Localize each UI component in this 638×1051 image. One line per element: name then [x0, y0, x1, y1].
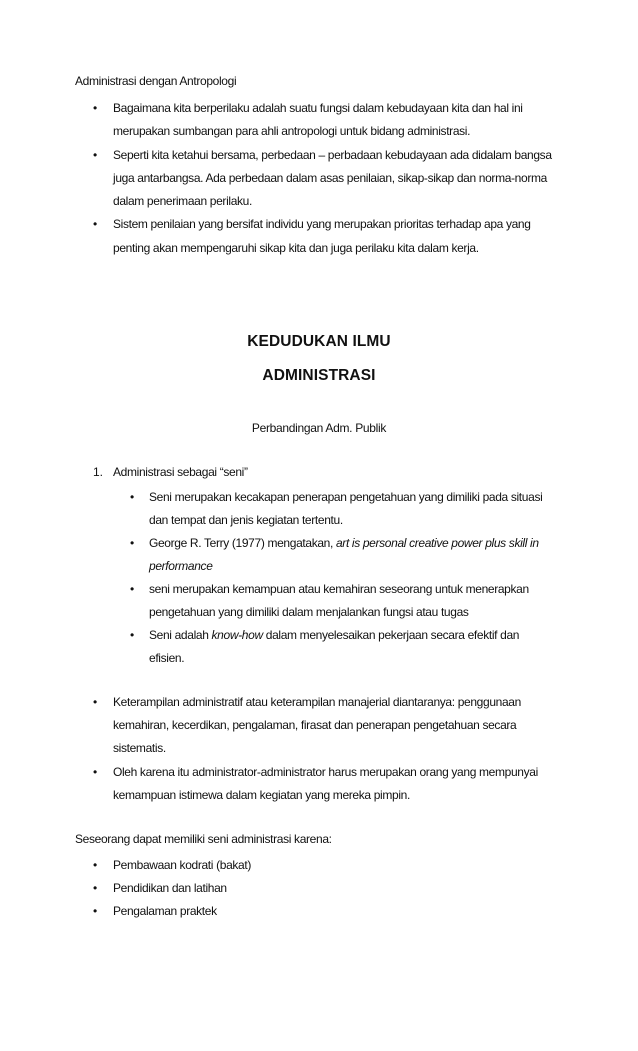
list-item-line: Sistem penilaian yang bersifat individu yang merupakan prioritas terhadap apa yang	[113, 217, 531, 231]
bullet-marker: •	[93, 148, 98, 162]
page-title-line2: ADMINISTRASI	[262, 367, 376, 384]
sub-item-quote: performance	[149, 559, 213, 573]
list-item-line: Seperti kita ketahui bersama, perbedaan – perbadaan kebudayaan ada didalam bangsa	[113, 148, 552, 162]
section-heading-antropologi: Administrasi dengan Antropologi	[75, 74, 237, 88]
list-item-line: kemahiran, kecerdikan, pengalaman, firasat dan penerapan pengetahuan secara	[113, 718, 517, 732]
sub-item-term: know-how	[211, 628, 263, 642]
bullet-marker: •	[130, 490, 135, 504]
list-item-line: Oleh karena itu administrator-administrator harus merupakan orang yang mempunyai	[113, 765, 538, 779]
bullet-marker: •	[130, 536, 135, 550]
list-item: Pendidikan dan latihan	[113, 881, 227, 895]
page-subtitle: Perbandingan Adm. Publik	[251, 421, 387, 435]
sub-item-quote: art is personal creative power plus skill in	[335, 536, 539, 550]
list-item: Pengalaman praktek	[113, 904, 217, 918]
list-item-line: dalam penerimaan perilaku.	[113, 194, 252, 208]
sub-item-line: Seni merupakan kecakapan penerapan pengetahuan yang dimiliki pada situasi	[149, 490, 543, 504]
sub-item-line	[149, 535, 539, 551]
bullet-marker: •	[93, 765, 98, 779]
page-title-line1: KEDUDUKAN ILMU	[247, 333, 391, 350]
sub-item-line: pengetahuan yang dimiliki dalam menjalankan fungsi atau tugas	[149, 605, 469, 619]
sub-item-text: Seni adalah	[149, 628, 212, 642]
list-item-line: sistematis.	[113, 741, 166, 755]
bullet-marker: •	[93, 904, 98, 918]
list-item-line: kemampuan istimewa dalam kegiatan yang mereka pimpin.	[113, 788, 410, 802]
list-item-line: merupakan sumbangan para ahli antropologi untuk bidang administrasi.	[113, 124, 471, 138]
bullet-marker: •	[93, 858, 98, 872]
list-item-line: penting akan mempengaruhi sikap kita dan juga perilaku kita dalam kerja.	[113, 241, 479, 255]
bullet-marker: •	[93, 695, 98, 709]
list-item: Pembawaan kodrati (bakat)	[113, 858, 251, 872]
bullet-marker: •	[130, 582, 135, 596]
list-item-line: Keterampilan administratif atau keterampilan manajerial diantaranya: penggunaan	[113, 695, 521, 709]
bullet-marker: •	[93, 881, 98, 895]
sub-item-text: dalam menyelesaikan pekerjaan secara efektif dan	[262, 628, 520, 642]
sub-item-line: dan tempat dan jenis kegiatan tertentu.	[149, 513, 343, 527]
sub-item-line	[149, 627, 519, 643]
list-item-line: juga antarbangsa. Ada perbedaan dalam asas penilaian, sikap-sikap dan norma-norma	[113, 171, 547, 185]
section-heading-seni: Seseorang dapat memiliki seni administrasi karena:	[75, 832, 332, 846]
sub-item-text: George R. Terry (1977) mengatakan,	[149, 536, 336, 550]
numbered-item-label: Administrasi sebagai “seni”	[113, 465, 248, 479]
bullet-marker: •	[93, 101, 98, 115]
list-item-line: Bagaimana kita berperilaku adalah suatu fungsi dalam kebudayaan kita dan hal ini	[113, 101, 523, 115]
sub-item-line	[149, 558, 213, 574]
sub-item-line: seni merupakan kemampuan atau kemahiran seseorang untuk menerapkan	[149, 582, 529, 596]
bullet-marker: •	[130, 628, 135, 642]
bullet-marker: •	[93, 217, 98, 231]
list-number: 1.	[93, 465, 104, 479]
sub-item-line: efisien.	[149, 651, 185, 665]
